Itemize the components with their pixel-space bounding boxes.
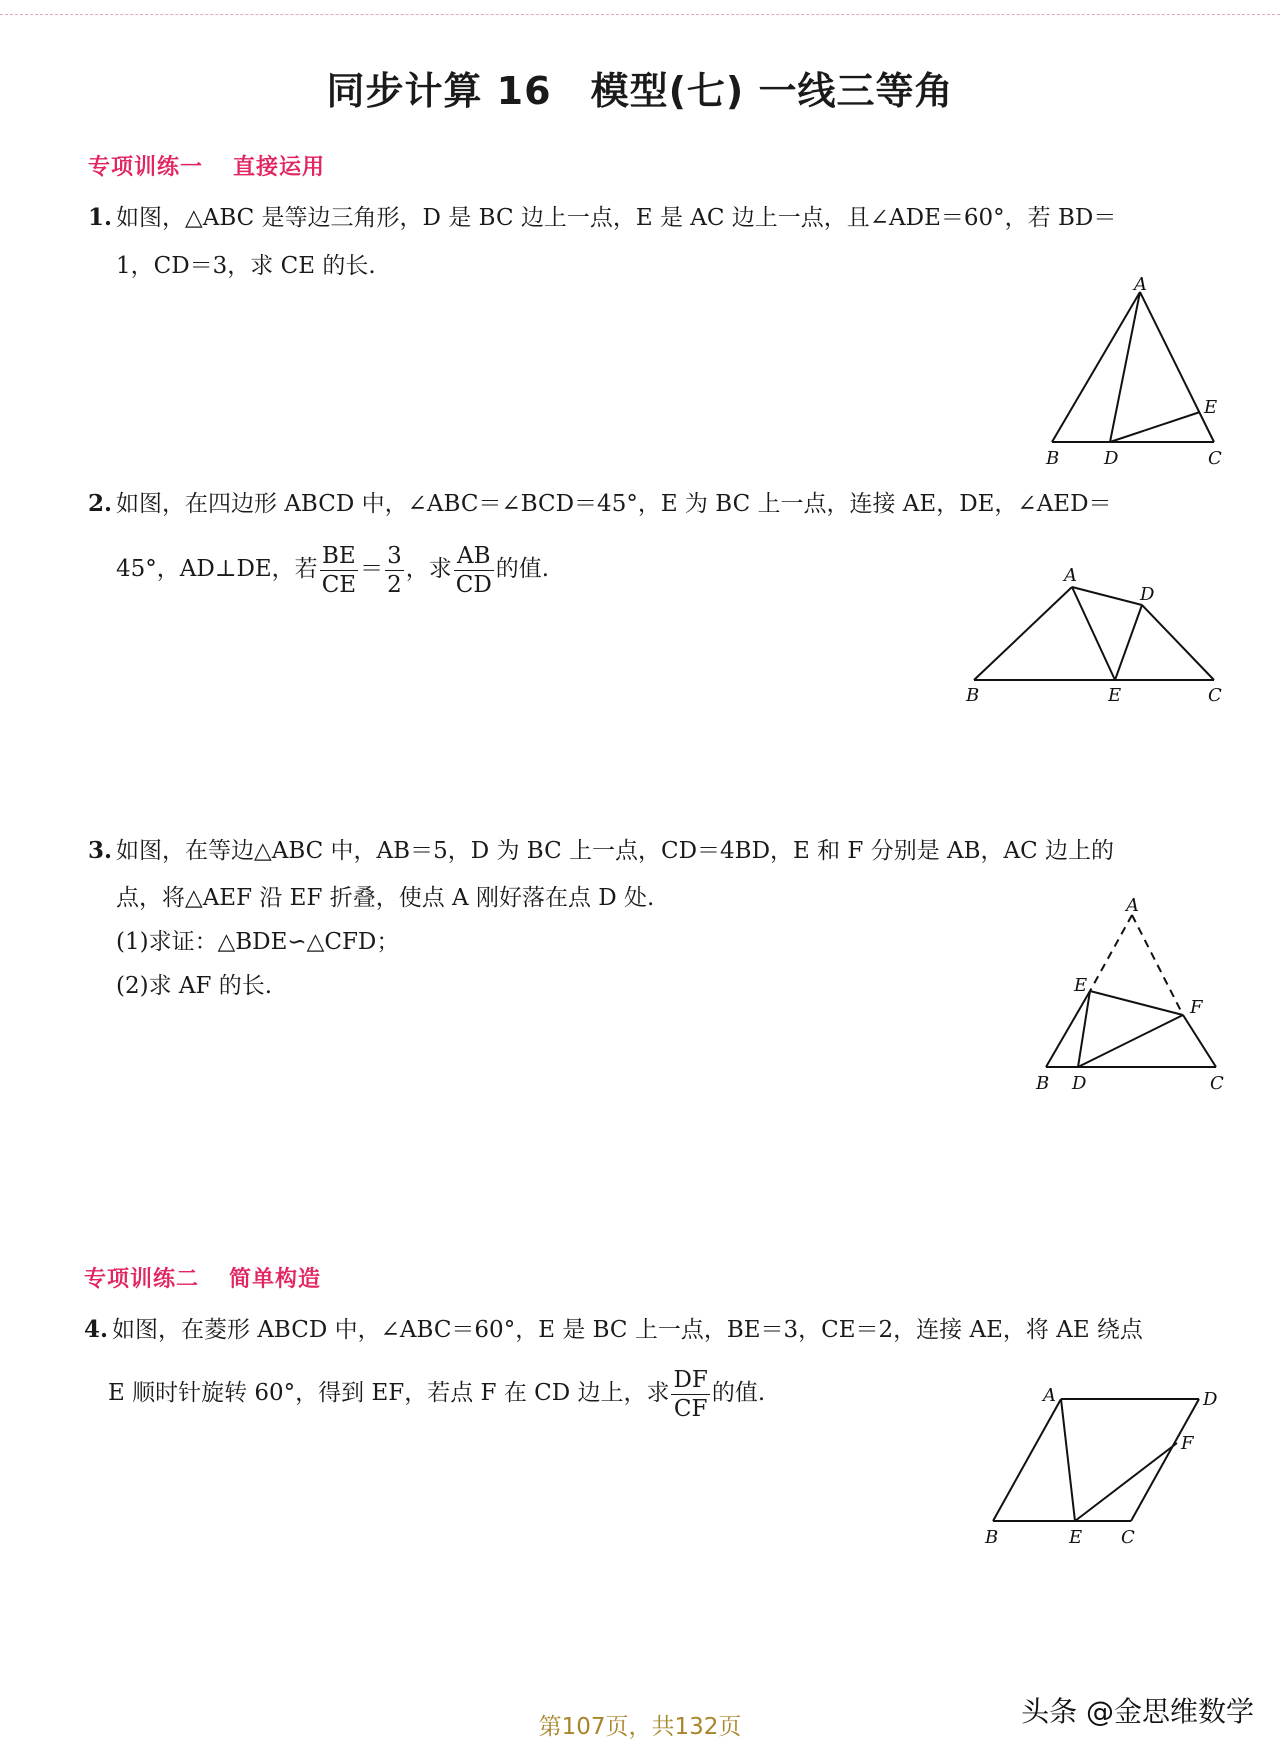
page-title: 同步计算 16 模型(七) 一线三等角 — [326, 69, 954, 113]
q3-label-b: B — [1036, 1073, 1050, 1094]
q3-sub1: (1)求证：△BDE∽△CFD； — [116, 929, 400, 955]
q4-line1 — [84, 1314, 1143, 1346]
q2-label-a: A — [1064, 565, 1077, 586]
q2-fraction-be-ce — [320, 542, 358, 599]
q2-text-a: 45°，AD⊥DE，若 — [116, 556, 318, 582]
q2-fraction-ab-cd — [454, 542, 494, 599]
q2-frac3-den: CD — [455, 571, 492, 598]
q4-frac-den: CF — [673, 1395, 708, 1422]
q4-text-b: 的值. — [711, 1380, 766, 1406]
q2-frac1-den: CE — [321, 571, 357, 598]
section-2-heading — [84, 1262, 321, 1293]
q3-label-c: C — [1210, 1073, 1224, 1094]
q3-label-a: A — [1126, 895, 1139, 916]
section-2-name: 简单构造 — [229, 1267, 322, 1292]
q4-segment-ae — [1061, 1399, 1075, 1521]
q4-label-c: C — [1121, 1527, 1135, 1548]
watermark-text: 头条 @金思维数学 — [1021, 1695, 1254, 1728]
q3-side-fc — [1183, 1015, 1216, 1067]
q3-sub2: (2)求 AF 的长. — [116, 973, 273, 999]
q1-label-d: D — [1104, 448, 1119, 469]
q3-text-line1: 如图，在等边△ABC 中，AB＝5，D 为 BC 上一点，CD＝4BD，E 和 F 分别是 AB，AC 边上的 — [116, 838, 1115, 864]
section-1-name: 直接运用 — [233, 155, 326, 180]
q4-figure — [975, 1385, 1230, 1548]
q2-side-ab — [974, 587, 1072, 680]
q4-label-e: E — [1069, 1527, 1083, 1548]
section-1-heading — [88, 150, 325, 181]
q2-text-d: 的值. — [495, 556, 550, 582]
section-2-label: 专项训练二 — [84, 1267, 200, 1292]
q2-line2 — [116, 538, 549, 600]
q2-frac1-num: BE — [320, 542, 358, 571]
q4-side-ab — [993, 1399, 1061, 1521]
q1-segment-de — [1110, 412, 1200, 442]
q2-label-e: E — [1108, 685, 1122, 706]
q3-line1 — [88, 835, 1114, 867]
q3-number: 3. — [88, 837, 113, 864]
q1-text-line1: 如图，△ABC 是等边三角形，D 是 BC 边上一点，E 是 AC 边上一点，且∠ADE＝60°，若 BD＝ — [116, 205, 1117, 231]
q2-frac2-den: 2 — [387, 571, 402, 598]
q1-line1 — [88, 202, 1116, 234]
q2-label-d: D — [1140, 584, 1155, 605]
q2-line1 — [88, 488, 1112, 520]
q2-segment-de — [1115, 605, 1142, 680]
q4-fraction-df-cf — [671, 1366, 709, 1423]
q2-text-c: ，求 — [405, 556, 452, 582]
q3-segment-ef — [1090, 991, 1183, 1015]
q2-side-dc — [1142, 605, 1214, 680]
q2-label-c: C — [1208, 685, 1222, 706]
q2-number: 2. — [88, 490, 113, 517]
q4-segment-ef — [1075, 1443, 1177, 1521]
q1-number: 1. — [88, 204, 113, 231]
q1-label-a: A — [1134, 274, 1147, 295]
q1-line2: 1，CD＝3，求 CE 的长. — [116, 253, 376, 279]
q4-frac-num: DF — [673, 1366, 708, 1393]
q4-label-d: D — [1203, 1389, 1218, 1410]
q4-label-a: A — [1043, 1385, 1056, 1406]
q1-side-ab — [1052, 292, 1140, 442]
q3-segment-df — [1078, 1015, 1183, 1067]
q3-label-d: D — [1072, 1073, 1087, 1094]
q1-figure — [1040, 274, 1230, 470]
q2-figure — [960, 565, 1230, 715]
q3-line2: 点，将△AEF 沿 EF 折叠，使点 A 刚好落在点 D 处. — [116, 885, 655, 911]
q3-label-e: E — [1074, 975, 1088, 996]
top-dashed-border — [0, 14, 1280, 15]
q3-fold-ae — [1090, 915, 1132, 991]
q2-label-b: B — [966, 685, 980, 706]
q2-segment-ae — [1072, 587, 1115, 680]
q1-label-c: C — [1208, 448, 1222, 469]
q3-figure — [1030, 895, 1230, 1095]
page-footer: 第107页，共132页 — [538, 1714, 742, 1740]
q2-fraction-3-2 — [385, 542, 404, 599]
q2-frac3-num: AB — [454, 542, 494, 571]
q1-segment-ad — [1110, 292, 1140, 442]
q3-label-f: F — [1190, 997, 1203, 1018]
q4-text-a: E 顺时针旋转 60°，得到 EF，若点 F 在 CD 边上，求 — [108, 1380, 670, 1406]
q4-text-line1: 如图，在菱形 ABCD 中，∠ABC＝60°，E 是 BC 上一点，BE＝3，CE＝2，连接 AE，将 AE 绕点 — [112, 1317, 1143, 1343]
q2-text-b: ＝ — [360, 556, 384, 582]
q4-label-f: F — [1181, 1433, 1194, 1454]
q4-number: 4. — [84, 1316, 109, 1343]
section-1-label: 专项训练一 — [88, 155, 204, 180]
q3-fold-af — [1132, 915, 1183, 1015]
q2-text-line1: 如图，在四边形 ABCD 中，∠ABC＝∠BCD＝45°，E 为 BC 上一点，连接 AE，DE，∠AED＝ — [116, 491, 1112, 517]
q4-label-b: B — [985, 1527, 999, 1548]
q2-side-ad — [1072, 587, 1142, 605]
q4-side-dc — [1131, 1399, 1199, 1521]
q1-label-e: E — [1204, 397, 1218, 418]
q1-label-b: B — [1046, 448, 1060, 469]
q2-frac2-num: 3 — [387, 542, 402, 569]
q4-line2 — [108, 1362, 765, 1424]
